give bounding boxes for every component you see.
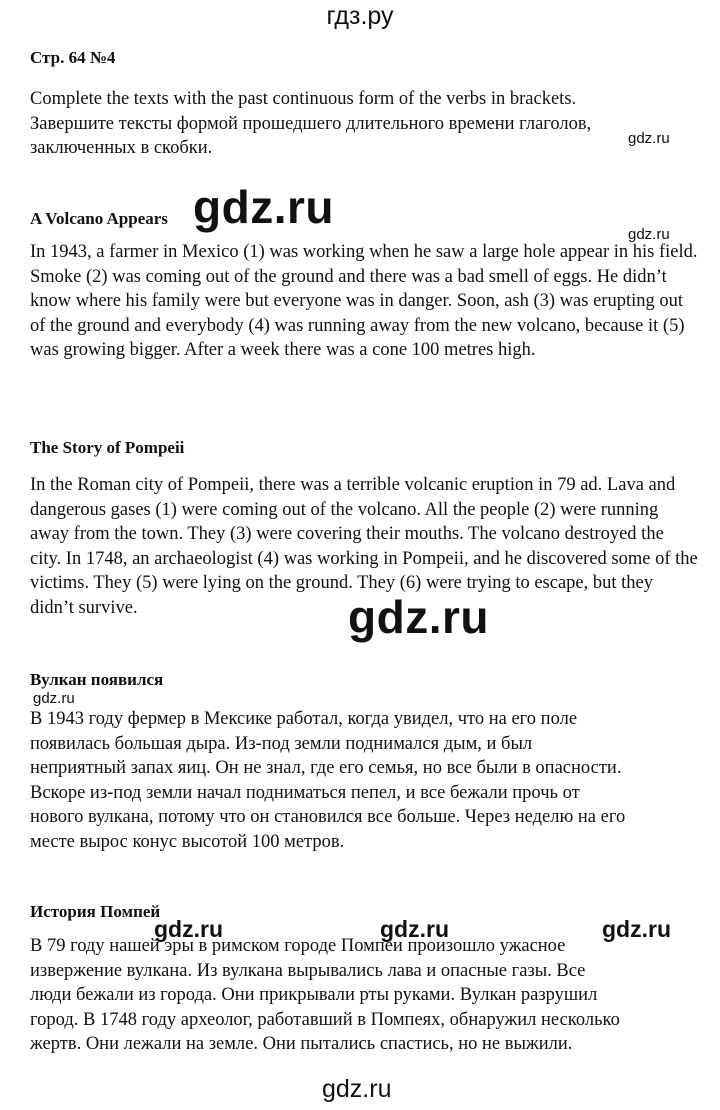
watermark-text: gdz.ru: [380, 916, 449, 942]
pompeii-text: In the Roman city of Pompeii, there was a terrible volcanic eruption in 79 ad. Lava and dangerous gases (1) were coming out of the volcano. All the people (2) were running away from the town. They (3) were covering their mouths. The volcano destroyed the city. In 1748, an archaeologist (4) was working in Pompeii, and he discovered some of the victims. They (5) were lying on the ground. They (6) were trying to escape, but they didn’t survive.: [30, 475, 698, 618]
volcano-heading: A Volcano Appears: [30, 209, 168, 228]
watermark-text: gdz.ru: [322, 1075, 392, 1103]
pompeii-ru-heading: История Помпей: [30, 902, 161, 921]
watermark-text: gdz.ru: [193, 181, 334, 233]
instruction-english: Complete the texts with the past continuous form of the verbs in brackets.: [30, 89, 577, 109]
watermark-text: gdz.ru: [348, 591, 489, 643]
volcano-ru-heading: Вулкан появился: [30, 670, 164, 689]
watermark-text: gdz.ru: [154, 916, 223, 942]
pompeii-ru-text: В 79 году нашей эры в римском городе Помпеи произошло ужасное извержение вулкана. Из вулкана вырывались лава и опасные газы. Все люди бежали из города. Они прикрывали рты руками. Вулкан разрушил город. В 1748 году археолог, работавший в Помпеях, обнаружил несколько жертв. Они лежали на земле. Они пытались спастись, но не выжили.: [30, 936, 620, 1054]
pompeii-heading: The Story of Pompeii: [30, 438, 185, 457]
watermark-text: gdz.ru: [602, 916, 671, 942]
exercise-reference: Стр. 64 №4: [30, 48, 116, 67]
site-title: гдз.ру: [326, 2, 394, 30]
instruction-russian: Завершите тексты формой прошедшего длительного времени глаголов, заключенных в скобки.: [30, 113, 592, 158]
volcano-ru-text: В 1943 году фермер в Мексике работал, когда увидел, что на его поле появилась большая дыра. Из-под земли поднимался дым, и был неприятный запах яиц. Он не знал, где его семья, но все были в опасности. Вскоре из-под земли начал подниматься пепел, и все бежали прочь от нового вулкана, потому что он становился все больше. Через неделю на его месте вырос конус высотой 100 метров.: [30, 709, 626, 852]
watermark-text: gdz.ru: [628, 130, 670, 147]
volcano-text: In 1943, a farmer in Mexico (1) was working when he saw a large hole appear in his field. Smoke (2) was coming out of the ground and there was a bad smell of eggs. He didn’t know where his family were but everyone was in danger. Soon, ash (3) was erupting out of the ground and everybody (4) was running away from the new volcano, because it (5) was growing bigger. After a week there was a cone 100 metres high.: [30, 242, 698, 360]
watermark-text: gdz.ru: [628, 226, 670, 243]
watermark-text: gdz.ru: [33, 690, 75, 707]
